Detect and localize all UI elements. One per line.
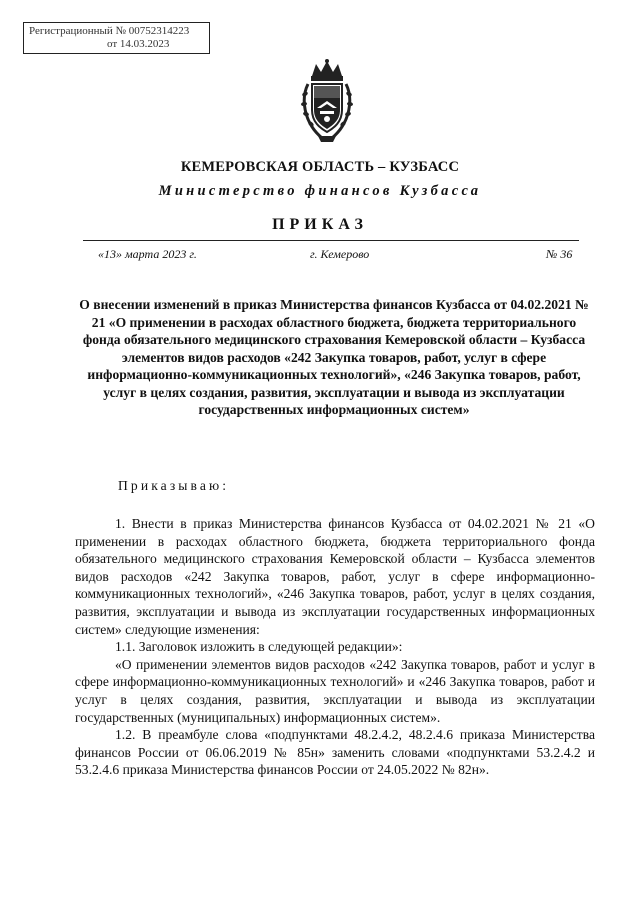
paragraph-1-1: 1.1. Заголовок изложить в следующей редакции»: bbox=[115, 639, 403, 655]
region-heading: КЕМЕРОВСКАЯ ОБЛАСТЬ – КУЗБАСС bbox=[180, 159, 460, 175]
registration-date: от 14.03.2023 bbox=[107, 38, 170, 50]
header-divider bbox=[83, 240, 579, 241]
order-date: «13» марта 2023 г. bbox=[98, 247, 197, 261]
registration-stamp bbox=[23, 22, 210, 54]
paragraph-1-2: 1.2. В преамбуле слова «подпунктами 48.2.4.2, 48.2.4.6 приказа Министерства финансов России от 06.06.2019 № 85н» заменить словами «подпунктами 53.2.4.2 и 53.2.4.6 приказа Министерства финансов России от 24.05.2022 № 82н». bbox=[75, 727, 595, 778]
decree-word: Приказываю: bbox=[118, 478, 230, 493]
document-type: ПРИКАЗ bbox=[272, 216, 368, 233]
order-title: О внесении изменений в приказ Министерства финансов Кузбасса от 04.02.2021 № 21 «О применении в расходах областного бюджета, бюджета территориального фонда обязательного медицинского страхования Кемеровской области – Кузбасса элементов видов расходов «242 Закупка товаров, работ, услуг в сфере информационно-коммуникационных технологий», «246 Закупка товаров, работ, услуг в целях создания, развития, эксплуатации и вывода из эксплуатации государственных информационных систем» bbox=[79, 297, 589, 417]
registration-number: Регистрационный № 00752314223 bbox=[29, 25, 190, 37]
paragraph-1: 1. Внести в приказ Министерства финансов Кузбасса от 04.02.2021 № 21 «О применении в расходах областного бюджета, бюджета территориального фонда обязательного медицинского страхования Кемеровской области – Кузбасса элементов видов расходов «242 Закупка товаров, работ, услуг в сфере информационно-коммуникационных технологий», «246 Закупка товаров, работ, услуг в целях создания, развития, эксплуатации и вывода из эксплуатации государственных информационных систем» следующие изменения: bbox=[75, 516, 595, 637]
order-city: г. Кемерово bbox=[310, 247, 370, 261]
coat-of-arms-icon bbox=[300, 58, 354, 146]
paragraph-new-heading: «О применении элементов видов расходов «242 Закупка товаров, работ и услуг в сфере информационно-коммуникационных технологий» и «246 Закупка товаров, работ и услуг в целях создания, развития, эксплуатации и вывода из эксплуатации государственных (муниципальных) информационных систем». bbox=[75, 656, 595, 725]
order-body bbox=[75, 515, 595, 779]
order-number: № 36 bbox=[546, 247, 573, 261]
ministry-heading: Министерство финансов Кузбасса bbox=[158, 183, 482, 199]
